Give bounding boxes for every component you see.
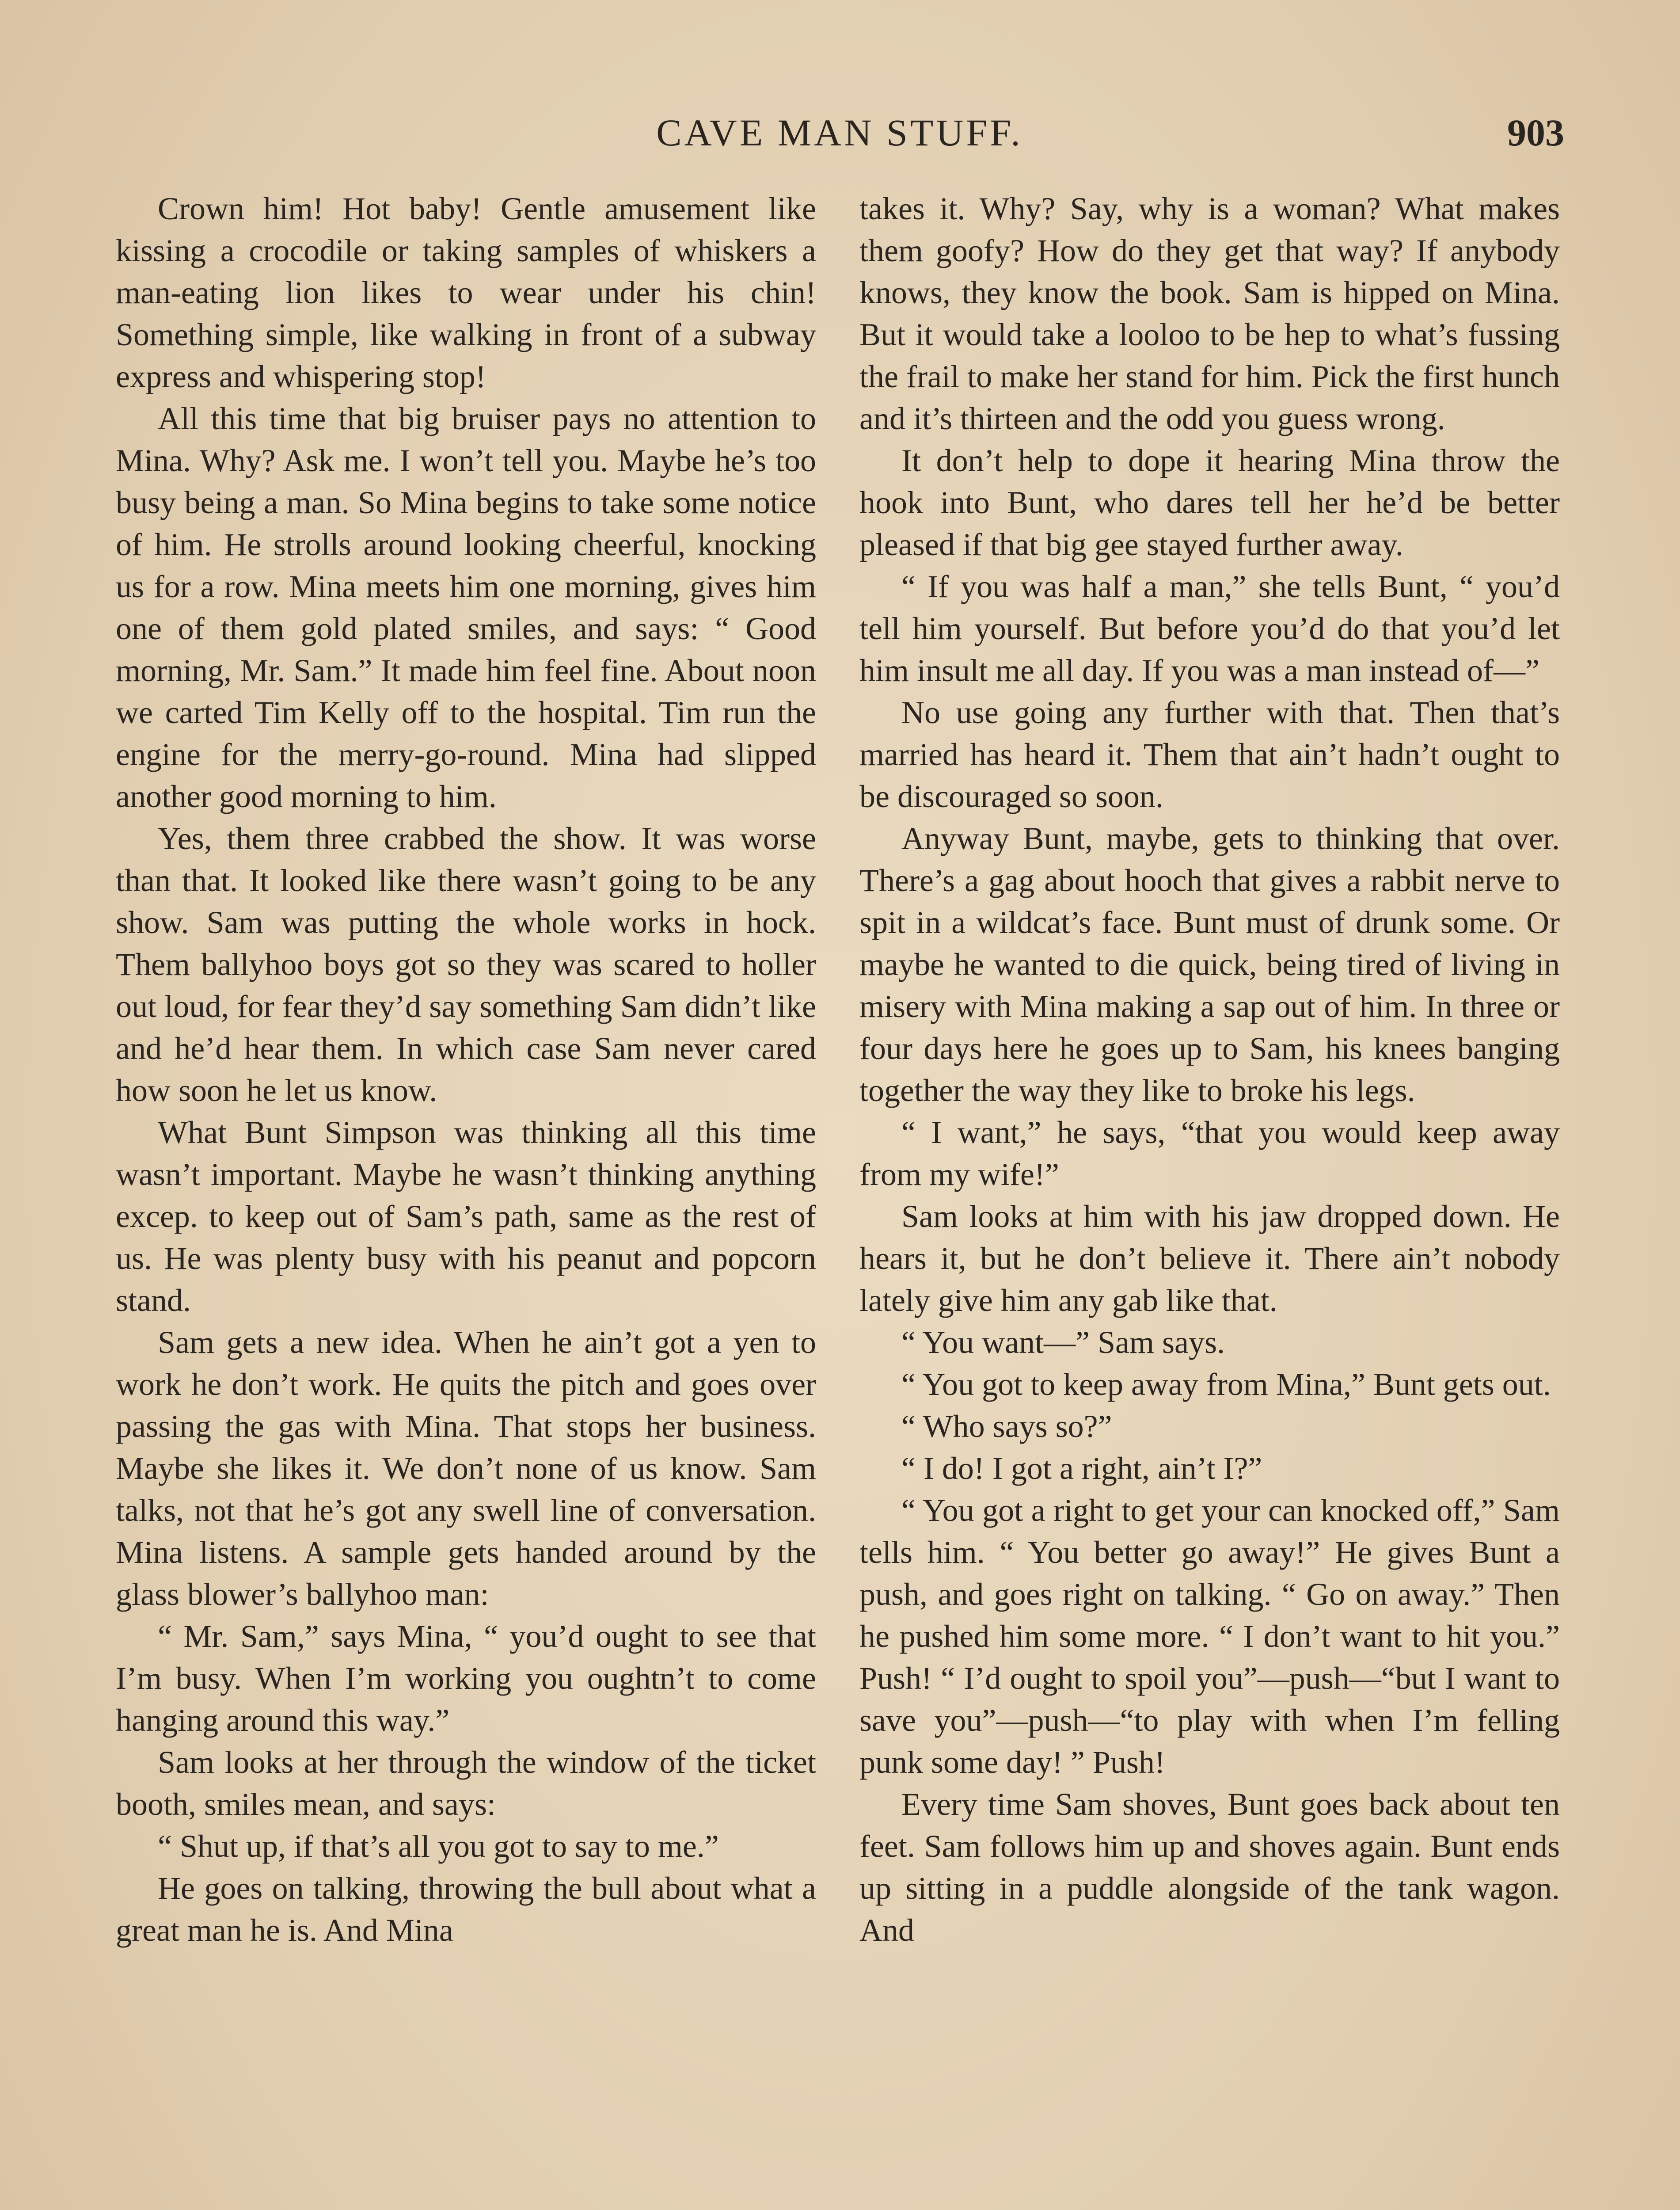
running-title: CAVE MAN STUFF.	[656, 111, 1023, 154]
page-number: 903	[1507, 111, 1564, 154]
paragraph: “ I want,” he says, “that you would keep away from my wife!”	[859, 1115, 1560, 1192]
paragraph: He goes on talking, throwing the bull about what a great man he is. And Mina	[116, 1871, 816, 1948]
left-text-column	[116, 188, 816, 1951]
right-text-column	[859, 188, 1560, 1951]
paragraph: All this time that big bruiser pays no attention to Mina. Why? Ask me. I won’t tell you. Maybe he’s too busy being a man. So Mina begins to take some notice of him. He strolls around looking cheerful, knocking us for a row. Mina meets him one morning, gives him one of them gold plated smiles, and says: “ Good morning, Mr. Sam.” It made him feel fine. About noon we carted Tim Kelly off to the hospital. Tim run the engine for the merry-go-round. Mina had slipped another good morning to him.	[116, 401, 816, 814]
paragraph: Yes, them three crabbed the show. It was worse than that. It looked like there wasn’t going to be any show. Sam was putting the whole works in hock. Them ballyhoo boys got so they was scared to holler out loud, for fear they’d say something Sam didn’t like and he’d hear them. In which case Sam never cared how soon he let us know.	[116, 821, 816, 1108]
paragraph: Sam looks at him with his jaw dropped down. He hears it, but he don’t believe it. There ain’t nobody lately give him any gab like that.	[859, 1199, 1560, 1318]
paragraph: Crown him! Hot baby! Gentle amusement like kissing a crocodile or taking samples of whiskers a man-eating lion likes to wear under his chin! Something simple, like walking in front of a subway express and whispering stop!	[116, 191, 816, 394]
paragraph: Sam gets a new idea. When he ain’t got a yen to work he don’t work. He quits the pitch and goes over passing the gas with Mina. That stops her business. Maybe she likes it. We don’t none of us know. Sam talks, not that he’s got any swell line of conversation. Mina listens. A sample gets handed around by the glass blower’s ballyhoo man:	[116, 1325, 816, 1612]
paragraph: “ Mr. Sam,” says Mina, “ you’d ought to see that I’m busy. When I’m working you oughtn’t to come hanging around this way.”	[116, 1619, 816, 1738]
paragraph: It don’t help to dope it hearing Mina throw the hook into Bunt, who dares tell her he’d be better pleased if that big gee stayed further away.	[859, 443, 1560, 562]
paragraph: No use going any further with that. Then that’s married has heard it. Them that ain’t hadn’t ought to be discouraged so soon.	[859, 695, 1560, 814]
paragraph: What Bunt Simpson was thinking all this time wasn’t important. Maybe he wasn’t thinking anything excep. to keep out of Sam’s path, same as the rest of us. He was plenty busy with his peanut and popcorn stand.	[116, 1115, 816, 1318]
paragraph: “ You want—” Sam says.	[901, 1325, 1225, 1360]
paragraph: “ Shut up, if that’s all you got to say to me.”	[158, 1829, 719, 1864]
page-header	[115, 102, 1564, 164]
paragraph: Anyway Bunt, maybe, gets to thinking that over. There’s a gag about hooch that gives a rabbit nerve to spit in a wildcat’s face. Bunt must of drunk some. Or maybe he wanted to die quick, being tired of living in misery with Mina making a sap out of him. In three or four days here he goes up to Sam, his knees banging together the way they like to broke his legs.	[859, 821, 1560, 1108]
paragraph: “ You got a right to get your can knocked off,” Sam tells him. “ You better go away!” He gives Bunt a push, and goes right on talking. “ Go on away.” Then he pushed him some more. “ I don’t want to hit you.” Push! “ I’d ought to spoil you”—push—“but I want to save you”—push—“to play with when I’m felling punk some day! ” Push!	[859, 1493, 1560, 1780]
paragraph: Sam looks at her through the window of the ticket booth, smiles mean, and says:	[116, 1745, 816, 1822]
paragraph: “ I do! I got a right, ain’t I?”	[901, 1451, 1262, 1486]
paragraph: “ Who says so?”	[901, 1409, 1112, 1444]
paragraph: takes it. Why? Say, why is a woman? What makes them goofy? How do they get that way? If anybody knows, they know the book. Sam is hipped on Mina. But it would take a looloo to be hep to what’s fussing the frail to make her stand for him. Pick the first hunch and it’s thirteen and the odd you guess wrong.	[859, 191, 1560, 436]
paragraph: “ If you was half a man,” she tells Bunt, “ you’d tell him yourself. But before you’d do that you’d let him insult me all day. If you was a man instead of—”	[859, 569, 1560, 688]
paragraph: Every time Sam shoves, Bunt goes back about ten feet. Sam follows him up and shoves again. Bunt ends up sitting in a puddle alongside of the tank wagon. And	[859, 1787, 1560, 1948]
paragraph: “ You got to keep away from Mina,” Bunt gets out.	[901, 1367, 1551, 1402]
